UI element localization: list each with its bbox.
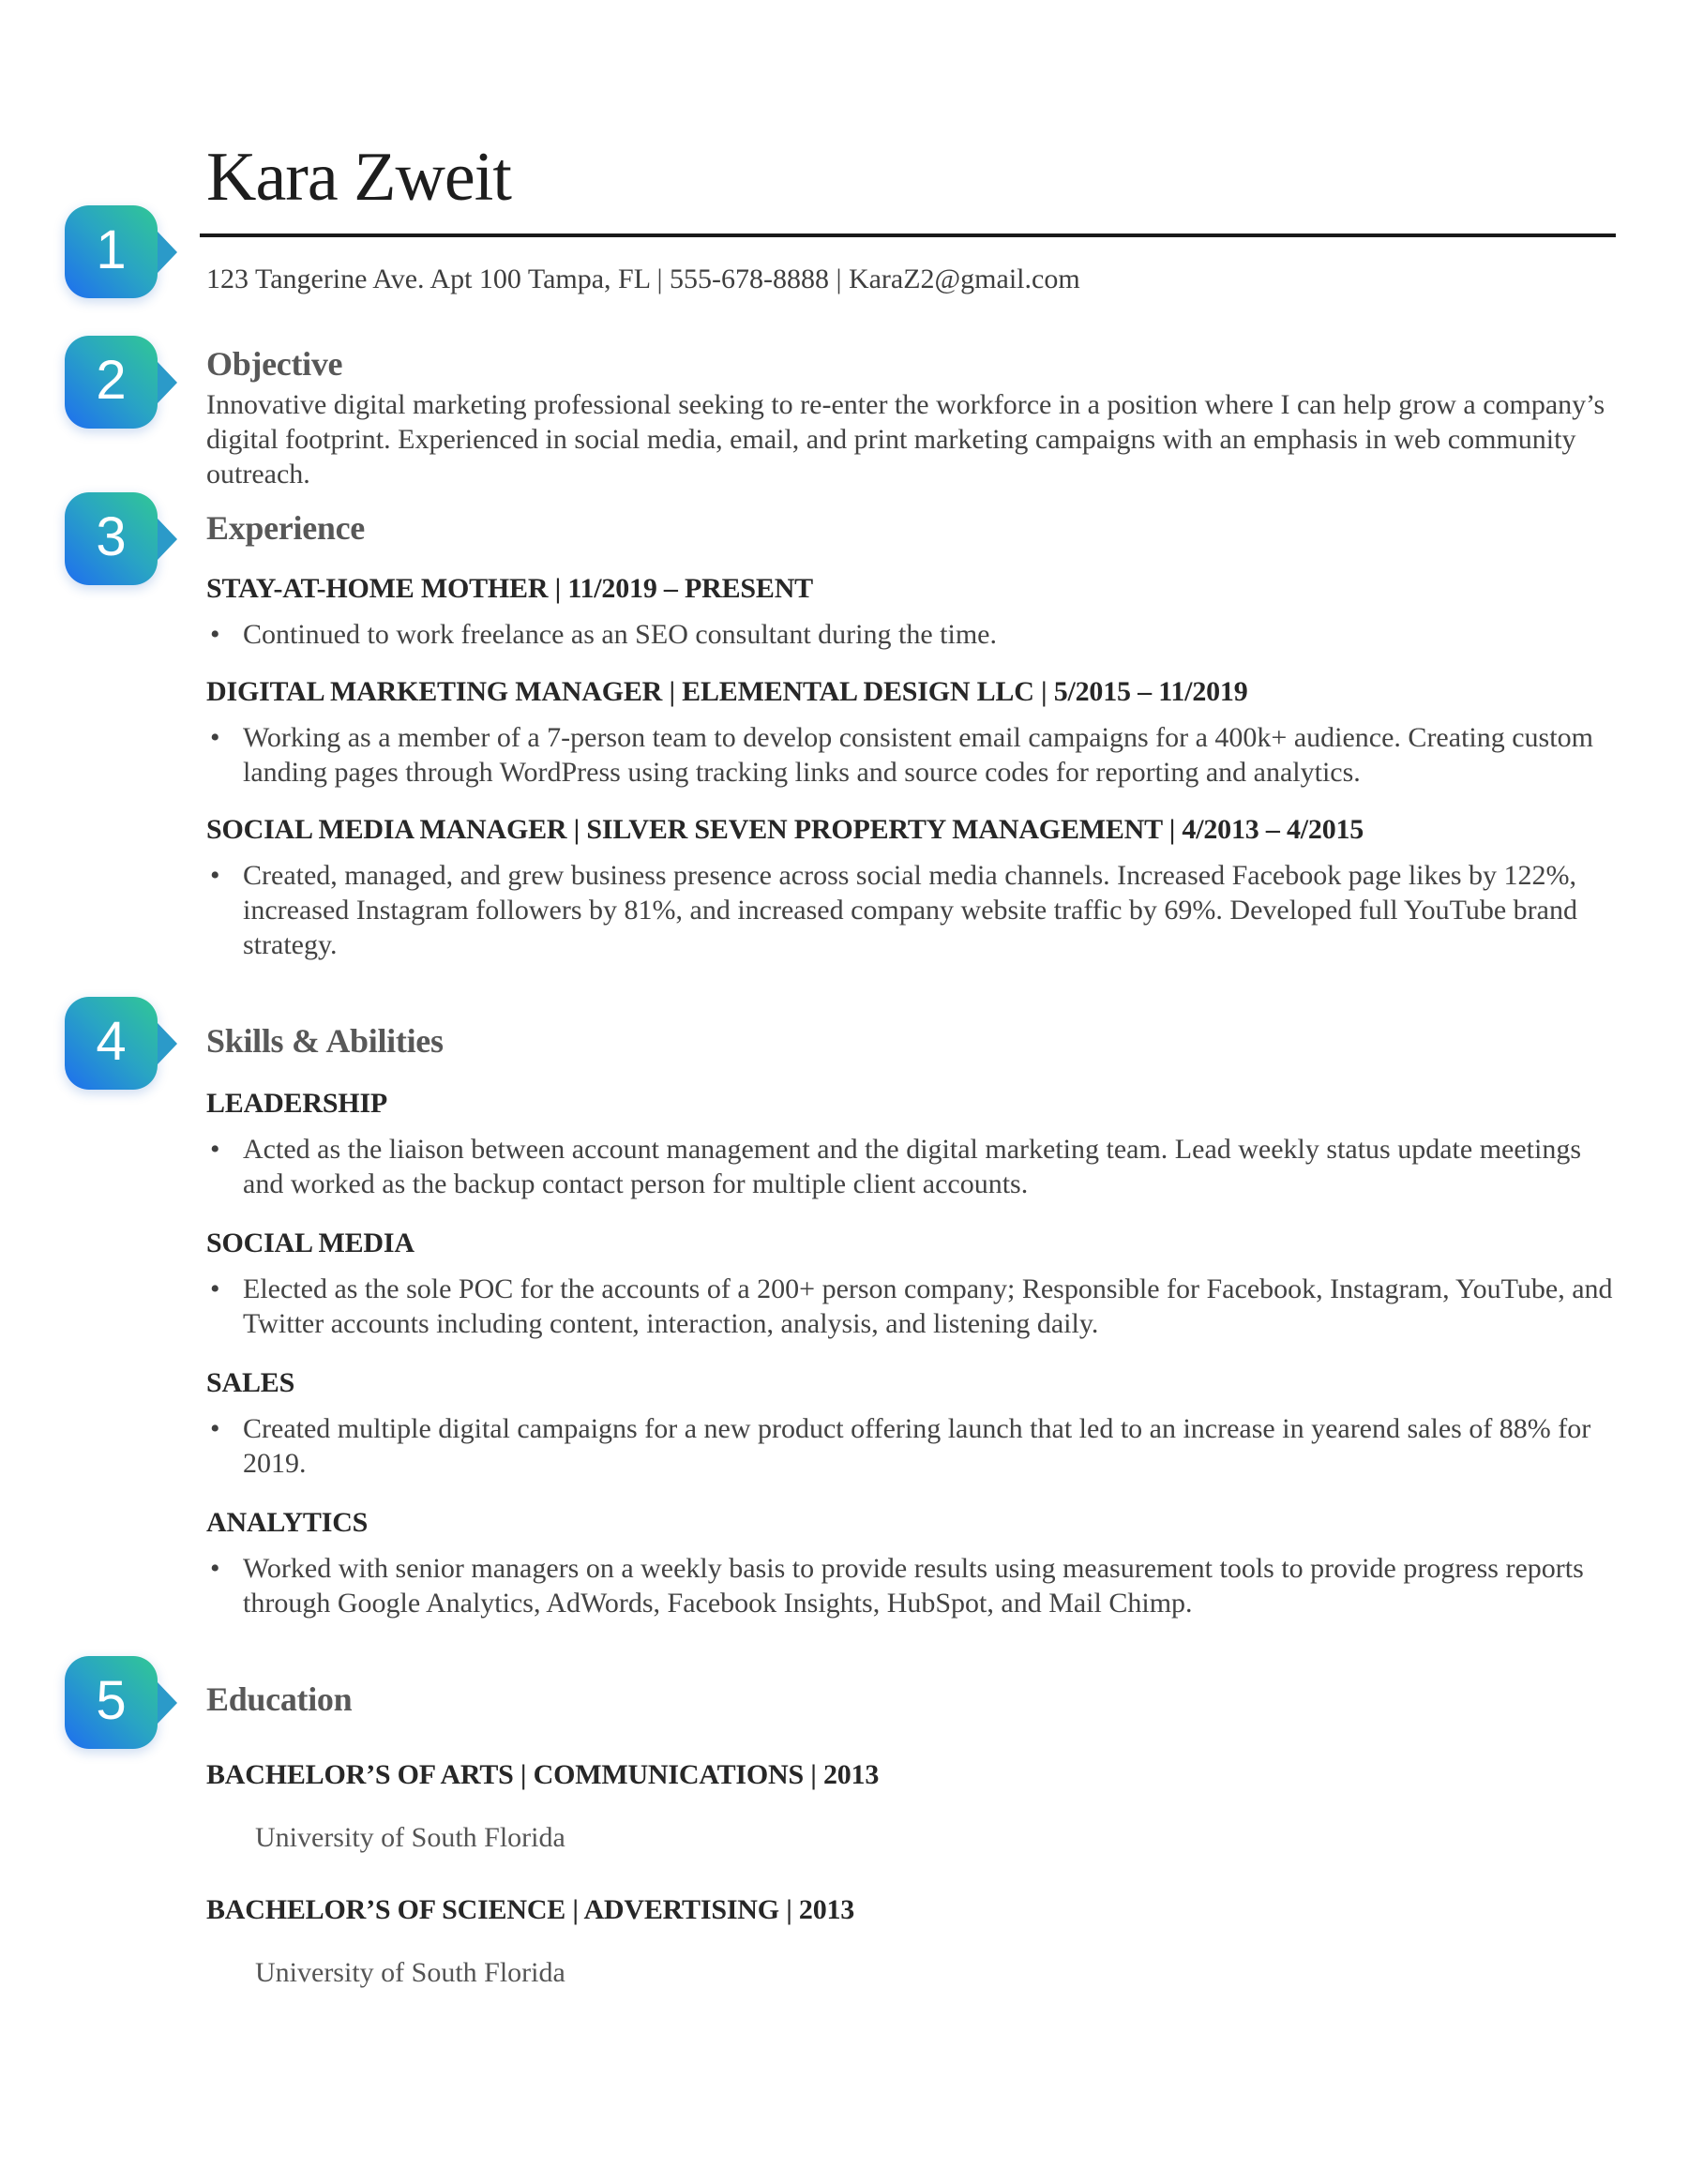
bullet-item bbox=[206, 858, 1616, 962]
bullet-text: Acted as the liaison between account management and the digital marketing team. Lead weekly status update meetings and worked as the backup contact person for multiple client accounts. bbox=[243, 1134, 1582, 1199]
bullet-text: Working as a member of a 7-person team to develop consistent email campaigns for a 400k+ audience. Creating custom landing pages through WordPress using tracking links and source codes for reporting and analytics. bbox=[243, 722, 1593, 788]
bullet-text: Created, managed, and grew business presence across social media channels. Increased Facebook page likes by 122%, increased Instagram followers by 81%, and increased company website traffic by 69%. Developed full YouTube brand strategy. bbox=[243, 860, 1577, 960]
job-title: SOCIAL MEDIA MANAGER | SILVER SEVEN PROPERTY MANAGEMENT | 4/2013 – 4/2015 bbox=[206, 814, 1364, 845]
bullet-item bbox=[206, 617, 1616, 652]
badge-arrow-icon bbox=[158, 362, 177, 403]
job-title: STAY-AT-HOME MOTHER | 11/2019 – PRESENT bbox=[206, 573, 813, 604]
bullet-dot-icon: • bbox=[210, 722, 220, 753]
section-badge-2 bbox=[65, 336, 158, 429]
bullet-dot-icon: • bbox=[210, 860, 220, 891]
contact-line: 123 Tangerine Ave. Apt 100 Tampa, FL | 555-678-8888 | KaraZ2@gmail.com bbox=[206, 264, 1080, 294]
experience-heading: Experience bbox=[206, 509, 365, 547]
job-bullet-list bbox=[206, 617, 1616, 652]
badge-2-number: 2 bbox=[96, 350, 127, 411]
skill-group-title: SOCIAL MEDIA bbox=[206, 1228, 414, 1258]
degree-title: BACHELOR’S OF SCIENCE | ADVERTISING | 2013 bbox=[206, 1894, 855, 1925]
bullet-item bbox=[206, 1132, 1616, 1201]
header-rule bbox=[200, 233, 1616, 237]
badge-arrow-icon bbox=[158, 232, 177, 273]
bullet-dot-icon: • bbox=[210, 1273, 220, 1304]
badge-arrow-icon bbox=[158, 1682, 177, 1724]
badge-5-number: 5 bbox=[96, 1670, 127, 1731]
section-badge-3 bbox=[65, 492, 158, 585]
job-bullet-list bbox=[206, 720, 1616, 790]
bullet-dot-icon: • bbox=[210, 1134, 220, 1165]
education-heading: Education bbox=[206, 1680, 353, 1718]
bullet-text: Created multiple digital campaigns for a new product offering launch that led to an increase in yearend sales of 88% for 2019. bbox=[243, 1413, 1591, 1479]
skill-bullet-list bbox=[206, 1551, 1616, 1620]
section-badge-4 bbox=[65, 997, 158, 1090]
bullet-text: Continued to work freelance as an SEO consultant during the time. bbox=[243, 619, 997, 650]
bullet-item bbox=[206, 1272, 1616, 1341]
skill-group-title: SALES bbox=[206, 1367, 295, 1398]
badge-3-number: 3 bbox=[96, 506, 127, 567]
badge-1-number: 1 bbox=[96, 219, 127, 280]
resume-content bbox=[206, 0, 1616, 1990]
job-bullet-list bbox=[206, 858, 1616, 962]
skill-group-title: LEADERSHIP bbox=[206, 1088, 388, 1119]
bullet-dot-icon: • bbox=[210, 1413, 220, 1444]
section-badge-1 bbox=[65, 205, 158, 298]
skill-bullet-list bbox=[206, 1411, 1616, 1481]
degree-school: University of South Florida bbox=[255, 1822, 565, 1853]
section-experience bbox=[206, 507, 1616, 962]
job-title: DIGITAL MARKETING MANAGER | ELEMENTAL DESIGN LLC | 5/2015 – 11/2019 bbox=[206, 676, 1248, 707]
section-objective bbox=[206, 343, 1616, 491]
bullet-item bbox=[206, 1411, 1616, 1481]
degree-school: University of South Florida bbox=[255, 1957, 565, 1988]
skill-group-title: ANALYTICS bbox=[206, 1507, 369, 1538]
section-skills bbox=[206, 1020, 1616, 1620]
objective-heading: Objective bbox=[206, 345, 343, 383]
bullet-text: Elected as the sole POC for the accounts of a 200+ person company; Responsible for Facebook, Instagram, YouTube, and Twitter accounts including content, interaction, analysis, and listening daily. bbox=[243, 1273, 1613, 1339]
badge-arrow-icon bbox=[158, 519, 177, 560]
section-badge-5 bbox=[65, 1656, 158, 1749]
skill-bullet-list bbox=[206, 1132, 1616, 1201]
bullet-dot-icon: • bbox=[210, 619, 220, 650]
candidate-name: Kara Zweit bbox=[206, 139, 511, 216]
skill-bullet-list bbox=[206, 1272, 1616, 1341]
section-education bbox=[206, 1679, 1616, 1990]
bullet-text: Worked with senior managers on a weekly basis to provide results using measurement tools to provide progress reports through Google Analytics, AdWords, Facebook Insights, HubSpot, and Mail Chimp. bbox=[243, 1553, 1584, 1619]
bullet-item bbox=[206, 1551, 1616, 1620]
badge-4-number: 4 bbox=[96, 1011, 127, 1072]
bullet-item bbox=[206, 720, 1616, 790]
degree-title: BACHELOR’S OF ARTS | COMMUNICATIONS | 2013 bbox=[206, 1759, 880, 1790]
skills-heading: Skills & Abilities bbox=[206, 1022, 444, 1060]
bullet-dot-icon: • bbox=[210, 1553, 220, 1584]
badge-arrow-icon bbox=[158, 1023, 177, 1064]
objective-text: Innovative digital marketing professional seeking to re-enter the workforce in a position where I can help grow a company’s digital footprint. Experienced in social media, email, and print marketing campaigns with an emphasis in web community outreach. bbox=[206, 389, 1605, 490]
